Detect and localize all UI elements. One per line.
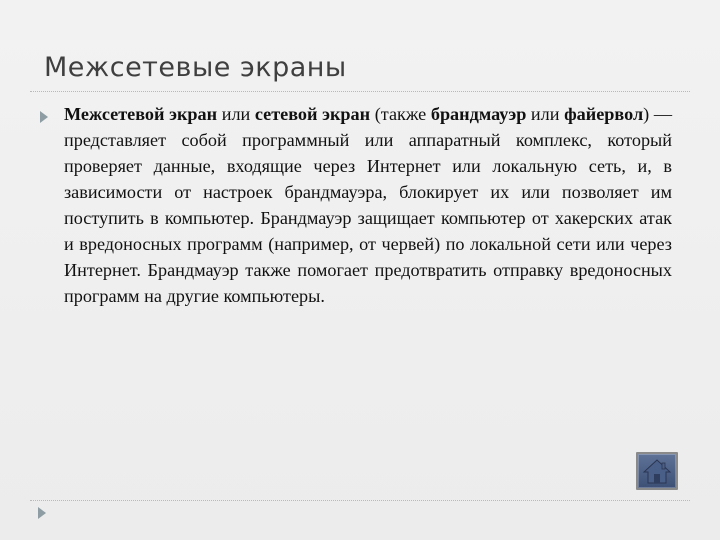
home-icon [641,456,673,486]
footer-divider [30,500,690,501]
slide-title: Межсетевые экраны [44,52,347,83]
triangle-bullet-icon [40,111,48,123]
term-fayervol: файервол [564,104,644,124]
body-text-rest: ) — представляет собой программный или аппаратный комплекс, который проверяет данные, входящие через Интернет или локальную сеть, и, в зависимости от настроек брандмауэра, блокирует их или позволяет им поступить в компьютер. Брандмауэр защищает компьютер от хакерских атак и вредоносных программ (например, от червей) по локальной сети или через Интернет. Брандмауэр также помогает предотвратить отправку вредоносных программ на другие компьютеры. [64,104,673,306]
title-divider [30,91,690,92]
term-brandmauer: брандмауэр [430,104,527,124]
term-firewall: Межсетевой экран [64,104,218,124]
term-network-screen: сетевой экран [254,104,371,124]
text-or-1: или [217,104,255,124]
next-slide-icon[interactable] [38,507,46,519]
text-also: (также [370,104,431,124]
text-or-2: или [526,104,565,124]
body-paragraph [64,101,672,309]
home-button[interactable] [636,452,678,490]
